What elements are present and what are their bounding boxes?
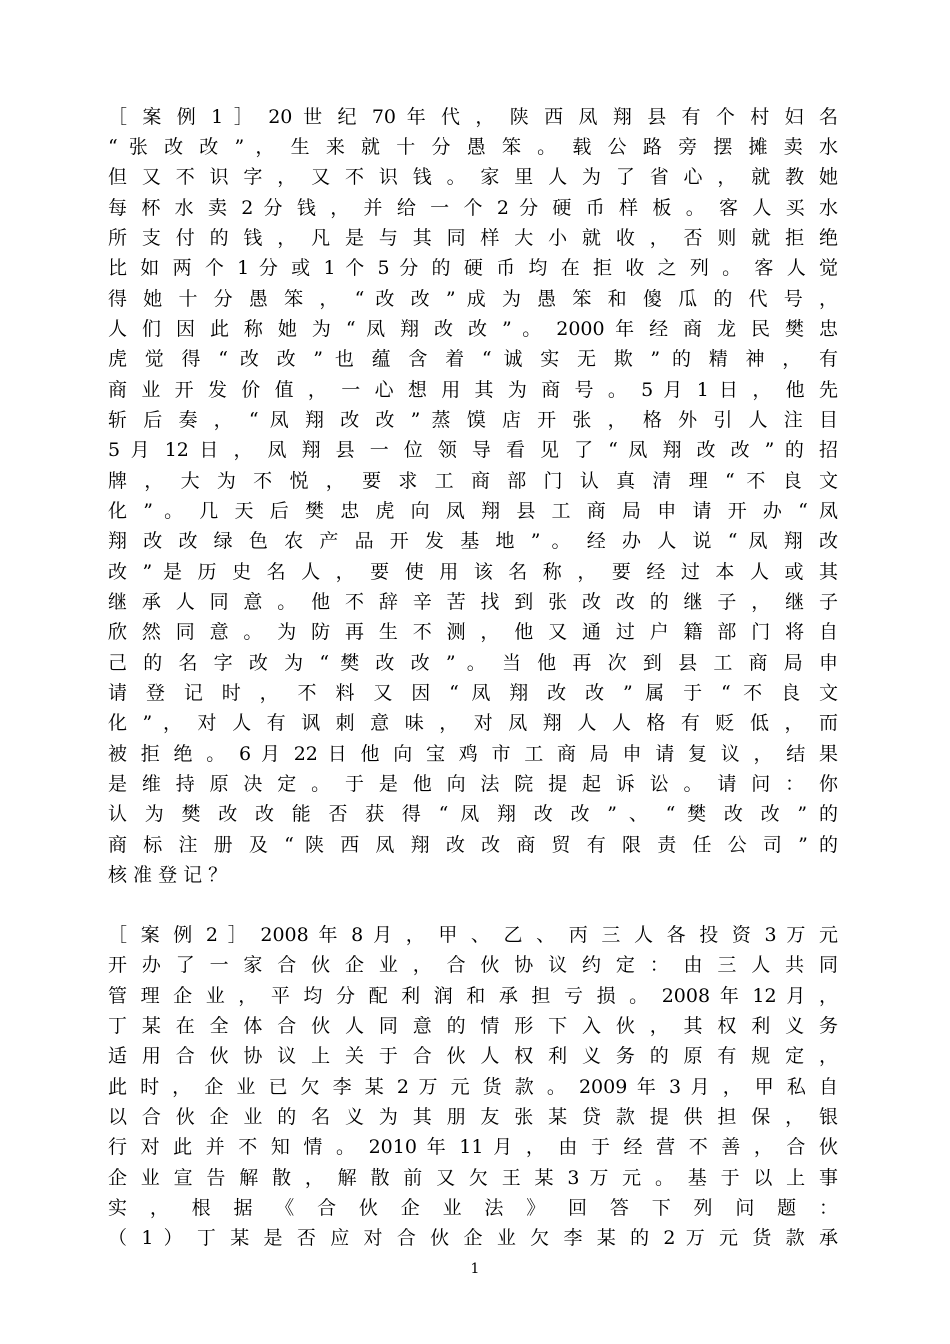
case-1-line: “ 张 改 改 ” ， 生 来 就 十 分 愚 笨 。 载 公 路 旁 摆 摊 卖 水 [108,136,838,158]
case-1-line: 人 们 因 此 称 她 为 “ 凤 翔 改 改 ” 。 2000 年 经 商 龙 民 樊 忠 [108,318,838,340]
case-2-line: ［ 案 例 2 ］ 2008 年 8 月 ， 甲 、 乙 、 丙 三 人 各 投 资 3 万 元 [108,924,838,946]
page-number: 1 [470,1261,480,1277]
case-2-line: 此 时 ， 企 业 已 欠 李 某 2 万 元 货 款 。 2009 年 3 月 ， 甲 私 自 [108,1076,838,1098]
case-1-line: 斩 后 奏 ， “ 凤 翔 改 改 ” 蒸 馍 店 开 张 ， 格 外 引 人 注 目 [108,409,838,431]
case-1-line: 化 ” 。 几 天 后 樊 忠 虎 向 凤 翔 县 工 商 局 申 请 开 办 “ 凤 [108,500,838,522]
case-1-line: 请 登 记 时 ， 不 料 又 因 “ 凤 翔 改 改 ” 属 于 “ 不 良 文 [108,682,838,704]
case-1-line: ［ 案 例 1 ］ 20 世 纪 70 年 代 ， 陕 西 凤 翔 县 有 个 村 妇 名 [108,106,838,128]
case-2-line: 管 理 企 业 ， 平 均 分 配 利 润 和 承 担 亏 损 。 2008 年 12 月 ， [108,985,838,1007]
case-1-line: 被 拒 绝 。 6 月 22 日 他 向 宝 鸡 市 工 商 局 申 请 复 议 ， 结 果 [108,743,838,765]
case-1-line: 认 为 樊 改 改 能 否 获 得 “ 凤 翔 改 改 ” 、 “ 樊 改 改 ” 的 [108,803,838,825]
case-2-line: 以 合 伙 企 业 的 名 义 为 其 朋 友 张 某 贷 款 提 供 担 保 ， 银 [108,1106,838,1128]
case-1-line: 5 月 12 日 ， 凤 翔 县 一 位 领 导 看 见 了 “ 凤 翔 改 改 ” 的 招 [108,439,838,461]
case-1-line: 改 ” 是 历 史 名 人 ， 要 使 用 该 名 称 ， 要 经 过 本 人 或 其 [108,561,838,583]
case-1-line: 牌 ， 大 为 不 悦 ， 要 求 工 商 部 门 认 真 清 理 “ 不 良 文 [108,470,838,492]
case-1-line: 继 承 人 同 意 。 他 不 辞 辛 苦 找 到 张 改 改 的 继 子 ， 继 子 [108,591,838,613]
case-1-line: 商 标 注 册 及 “ 陕 西 凤 翔 改 改 商 贸 有 限 责 任 公 司 ” 的 [108,834,838,856]
case-1-line: 所 支 付 的 钱 ， 凡 是 与 其 同 样 大 小 就 收 ， 否 则 就 拒 绝 [108,227,838,249]
case-1-line: 虎 觉 得 “ 改 改 ” 也 蕴 含 着 “ 诚 实 无 欺 ” 的 精 神 ， 有 [108,348,838,370]
case-1-line: 每 杯 水 卖 2 分 钱 ， 并 给 一 个 2 分 硬 币 样 板 。 客 人 买 水 [108,197,838,219]
case-1-line: 欣 然 同 意 。 为 防 再 生 不 测 ， 他 又 通 过 户 籍 部 门 将 自 [108,621,838,643]
case-2-line: 企 业 宣 告 解 散 ， 解 散 前 又 欠 王 某 3 万 元 。 基 于 以 上 事 [108,1167,838,1189]
case-1-line: 商 业 开 发 价 值 ， 一 心 想 用 其 为 商 号 。 5 月 1 日 ， 他 先 [108,379,838,401]
case-1-line: 但 又 不 识 字 ， 又 不 识 钱 。 家 里 人 为 了 省 心 ， 就 教 她 [108,166,838,188]
case-2-line: 实 ， 根 据 《 合 伙 企 业 法 》 回 答 下 列 问 题 ： [108,1197,838,1219]
case-1-line: 是 维 持 原 决 定 。 于 是 他 向 法 院 提 起 诉 讼 。 请 问 ： 你 [108,773,838,795]
case-1-line: 翔 改 改 绿 色 农 产 品 开 发 基 地 ” 。 经 办 人 说 “ 凤 翔 改 [108,530,838,552]
case-1-line: 化 ” ， 对 人 有 讽 刺 意 味 ， 对 凤 翔 人 人 格 有 贬 低 ， 而 [108,712,838,734]
case-1-line: 得 她 十 分 愚 笨 ， “ 改 改 ” 成 为 愚 笨 和 傻 瓜 的 代 号 ， [108,288,838,310]
case-1-line: 比 如 两 个 1 分 或 1 个 5 分 的 硬 币 均 在 拒 收 之 列 。 客 人 觉 [108,257,838,279]
case-1-line-last: 核 准 登 记 ？ [108,864,228,886]
case-2-line: 行 对 此 并 不 知 情 。 2010 年 11 月 ， 由 于 经 营 不 善 ， 合 伙 [108,1136,838,1158]
case-2-line: 适 用 合 伙 协 议 上 关 于 合 伙 人 权 利 义 务 的 原 有 规 定 ， [108,1045,838,1067]
case-2-line: 开 办 了 一 家 合 伙 企 业 ， 合 伙 协 议 约 定 ： 由 三 人 共 同 [108,954,838,976]
case-1-line: 己 的 名 字 改 为 “ 樊 改 改 ” 。 当 他 再 次 到 县 工 商 局 申 [108,652,838,674]
case-2-line: （ 1 ） 丁 某 是 否 应 对 合 伙 企 业 欠 李 某 的 2 万 元 货 款 承 [108,1227,838,1249]
case-2-line: 丁 某 在 全 体 合 伙 人 同 意 的 情 形 下 入 伙 ， 其 权 利 义 务 [108,1015,838,1037]
